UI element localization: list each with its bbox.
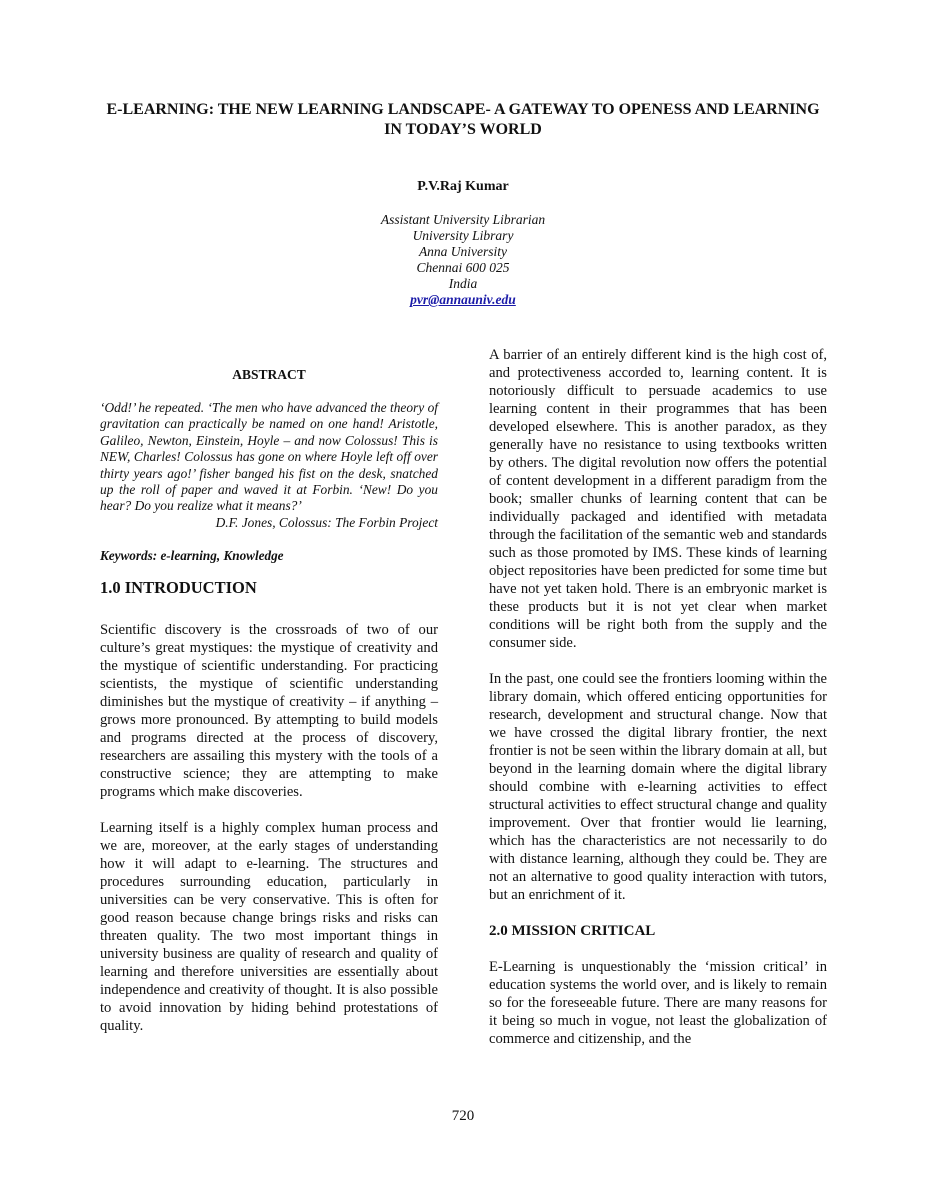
affiliation-block bbox=[300, 212, 626, 308]
section-heading-mission-critical: 2.0 MISSION CRITICAL bbox=[489, 923, 656, 939]
right-column bbox=[489, 346, 827, 1066]
affiliation-line: India bbox=[448, 276, 478, 291]
body-paragraph: A barrier of an entirely different kind is the high cost of, and protectiveness accorded to, learning content. It is notoriously difficult to persuade academics to use learning content in their programmes that has been developed elsewhere. This is another paradox, as they generally have no resistance to using textbooks written by others. The digital revolution now offers the potential of content development in a different paradigm from the book; smaller chunks of learning content that can be individually packaged and identified with metadata through the facilitation of the semantic web and standards such as those promoted by IMS. These kinds of learning object repositories have been predicted for some time but have not yet taken hold. There is an embryonic market is these products but it is not yet clear when market conditions will be right both from the supply and the consumer side. bbox=[489, 347, 827, 651]
paper-title: E-LEARNING: THE NEW LEARNING LANDSCAPE- A GATEWAY TO OPENESS AND LEARNING IN TODAY’S WORLD bbox=[106, 101, 820, 138]
email-link[interactable]: pvr@annauniv.edu bbox=[410, 292, 516, 307]
body-paragraph: E-Learning is unquestionably the ‘mission critical’ in education systems the world over, and is likely to remain so for the foreseeable future. There are many reasons for it being so much in vogue, not least the globalization of commerce and citizenship, and the bbox=[489, 959, 827, 1047]
keywords: Keywords: e-learning, Knowledge bbox=[100, 547, 284, 563]
body-paragraph: Learning itself is a highly complex human process and we are, moreover, at the early stages of understanding how it will adapt to e-learning. The structures and procedures surrounding education, particularly in universities can be very conservative. This is often for good reason because change brings risks and risks can threaten quality. The two most important things in university business are quality of research and quality of learning and therefore universities are essentially about independence and creativity of thought. It is also possible to avoid innovation by hiding behind protestations of quality. bbox=[100, 819, 438, 1034]
affiliation-line: Chennai 600 025 bbox=[416, 260, 510, 275]
affiliation-line: Anna University bbox=[418, 244, 508, 259]
abstract-quote: ‘Odd!’ he repeated. ‘The men who have advanced the theory of gravitation can practically be named on one hand! Aristotle, Galileo, Newton, Einstein, Hoyle – and now Colossus! This is NEW, Charles! Colossus has gone on where Hoyle left off over thirty years ago!’ fisher banged his fist on the desk, snatched up the roll of paper and waved it at Forbin. ‘New! Do you hear? Do you realize what it means?’ bbox=[100, 400, 438, 514]
quote-source: D.F. Jones, Colossus: The Forbin Project bbox=[215, 514, 438, 530]
section-heading-introduction: 1.0 INTRODUCTION bbox=[100, 577, 257, 597]
affiliation-line: University Library bbox=[412, 228, 514, 243]
page-number: 720 bbox=[451, 1108, 475, 1124]
affiliation-line: Assistant University Librarian bbox=[380, 212, 546, 227]
abstract-heading: ABSTRACT bbox=[232, 367, 306, 382]
body-paragraph: In the past, one could see the frontiers looming within the library domain, which offered enticing opportunities for research, development and structural change. Now that we have crossed the digital library frontier, the next frontier is not be seen within the library domain at all, but beyond in the learning domain where the digital library should combine with e-learning activities to effect structural activities to effect structural change and quality improvement. Over that frontier would lie learning, which has the characteristics are not necessarily to do with distance learning, although they could be. They are not an alternative to good quality interaction with tutors, but an enrichment of it. bbox=[489, 671, 827, 903]
author-name: P.V.Raj Kumar bbox=[417, 179, 509, 194]
body-paragraph: Scientific discovery is the crossroads of two of our culture’s great mystiques: the mystique of creativity and the mystique of scientific understanding. For practicing scientists, the mystique of scientific understanding diminishes but the mystique of creativity – if anything – grows more pronounced. By attempting to build models and programs directed at the process of discovery, researchers are assailing this mystery with the tools of a constructive science; they are attempting to make programs which make discoveries. bbox=[100, 621, 438, 800]
left-column bbox=[100, 366, 438, 1053]
